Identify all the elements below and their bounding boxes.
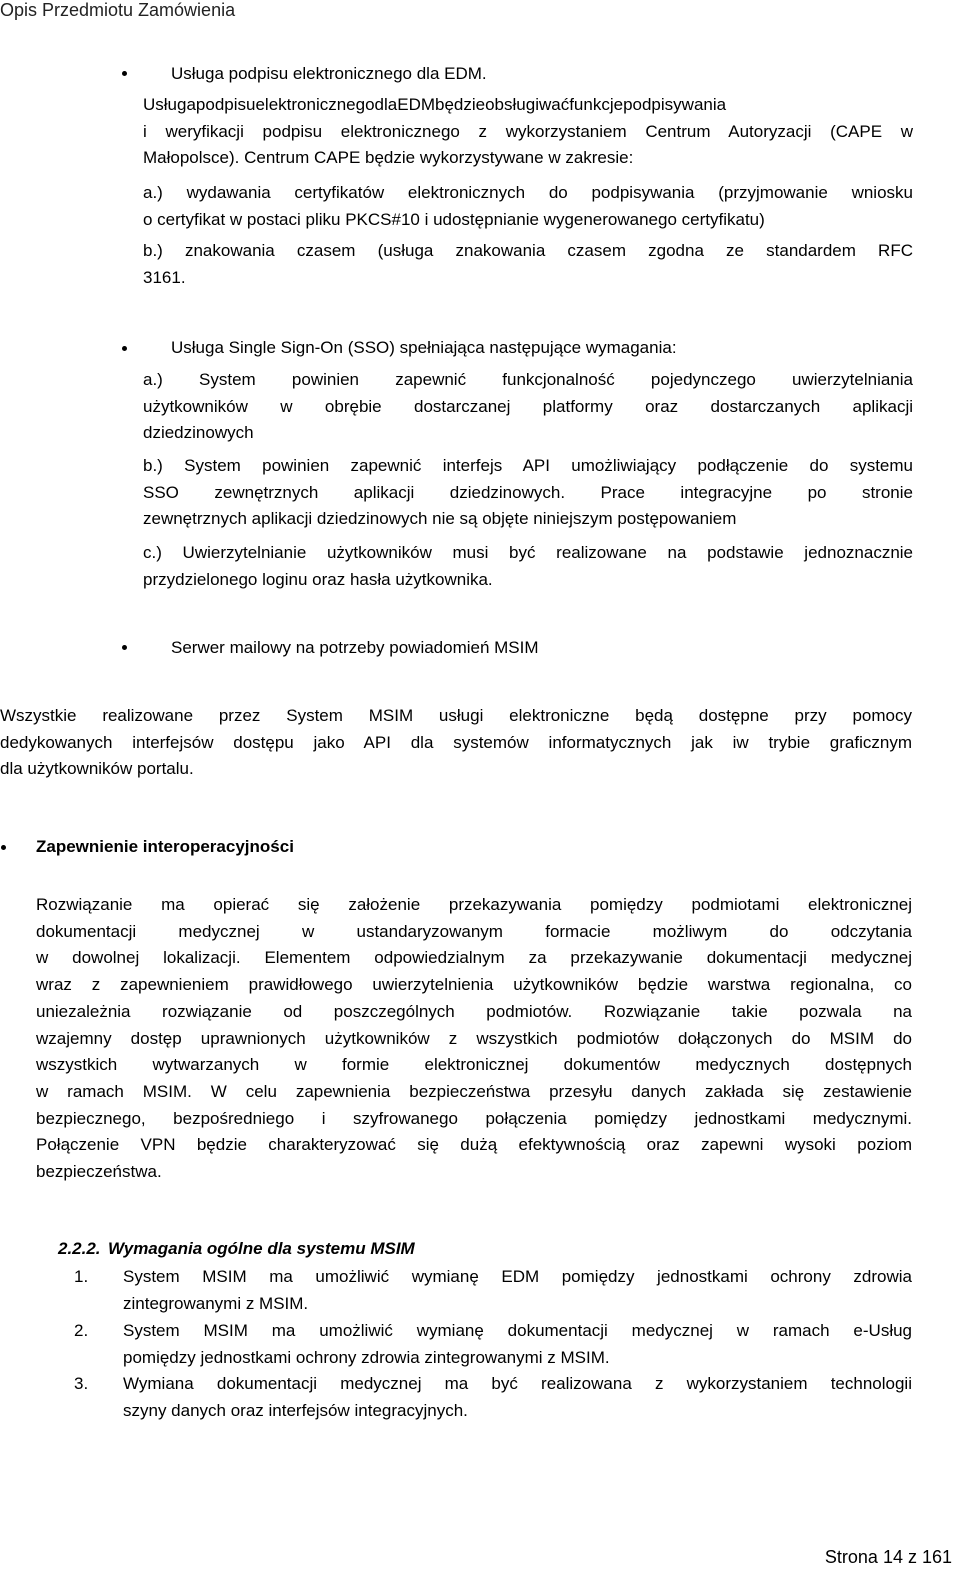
text-line: dokumentacji medycznej w ustandaryzowanym formacie możliwym do odczytania <box>36 921 912 941</box>
bullet-interop-label: Zapewnienie interoperacyjności <box>36 837 294 856</box>
text-line: dziedzinowych <box>143 423 254 443</box>
list-item <box>123 1318 912 1371</box>
text-line: dla użytkowników portalu. <box>0 759 194 779</box>
section-title: Wymagania ogólne dla systemu MSIM <box>108 1239 415 1258</box>
text-line: Wymiana dokumentacji medycznej ma być realizowana z wykorzystaniem technologii <box>123 1374 912 1393</box>
text-line: a.) wydawania certyfikatów elektronicznych do podpisywania (przyjmowanie wniosku <box>143 183 913 202</box>
cape-item-a <box>143 180 913 233</box>
text-line: Rozwiązanie ma opierać się założenie przekazywania pomiędzy podmiotami elektronicznej <box>36 895 912 914</box>
text-line: wzajemny dostęp uprawnionych użytkowników z wszystkich podmiotów dołączonych do MSIM do <box>36 1028 912 1048</box>
text-line: zewnętrznych aplikacji dziedzinowych nie są objęte niniejszym postępowaniem <box>143 509 737 529</box>
bullet-icon <box>122 71 127 76</box>
text-line: Wszystkie realizowane przez System MSIM usługi elektroniczne będą dostępne przy pomocy <box>0 706 912 725</box>
text-line: Małopolsce). Centrum CAPE będzie wykorzystywane w zakresie: <box>143 148 634 168</box>
text-line: SSO zewnętrznych aplikacji dziedzinowych. Prace integracyjne po stronie <box>143 482 913 502</box>
bullet-mail-label: Serwer mailowy na potrzeby powiadomień MSIM <box>171 638 539 657</box>
text-line: szyny danych oraz interfejsów integracyjnych. <box>123 1400 468 1420</box>
sso-item-a <box>143 367 913 447</box>
cape-item-b <box>143 238 913 291</box>
page-number: Strona 14 z 161 <box>824 1547 952 1567</box>
text-line: wraz z zapewnieniem prawidłowego uwierzytelnienia użytkowników będzie warstwa regionalna, co <box>36 975 912 995</box>
text-line: w dowolnej lokalizacji. Elementem odpowiedzialnym za przekazywanie dokumentacji medycznej <box>36 948 912 968</box>
text-line: i weryfikacji podpisu elektronicznego z wykorzystaniem Centrum Autoryzacji (CAPE w <box>143 121 913 141</box>
list-item <box>123 1371 912 1424</box>
cape-intro-paragraph <box>143 92 913 172</box>
text-line: dedykowanych interfejsów dostępu jako API dla systemów informatycznych jak iw trybie graficznym <box>0 732 912 752</box>
text-line: zintegrowanymi z MSIM. <box>123 1293 309 1313</box>
list-item-number: 3. <box>74 1374 89 1393</box>
bullet-sso-label: Usługa Single Sign-On (SSO) spełniająca następujące wymagania: <box>171 338 677 357</box>
bullet-icon <box>1 845 6 850</box>
text-line: 3161. <box>143 267 186 287</box>
interop-paragraph <box>36 892 912 1186</box>
list-item-number: 2. <box>74 1321 89 1340</box>
text-line: wszystkich wytwarzanych w formie elektronicznej dokumentów medycznych dostępnych <box>36 1055 912 1075</box>
text-line: użytkowników w obrębie dostarczanej platformy oraz dostarczanych aplikacji <box>143 396 913 416</box>
text-line: o certyfikat w postaci pliku PKCS#10 i udostępnianie wygenerowanego certyfikatu) <box>143 209 765 229</box>
text-line: System MSIM ma umożliwić wymianę dokumentacji medycznej w ramach e-Usług <box>123 1321 912 1340</box>
bullet-cape-label: Usługa podpisu elektronicznego dla EDM. <box>171 64 487 83</box>
text-line: bezpieczeństwa. <box>36 1162 162 1182</box>
section-number: 2.2.2. <box>58 1239 101 1258</box>
text-line: UsługapodpisuelektronicznegodlaEDMbędzieobsługiwaćfunkcjepodpisywania <box>143 95 727 114</box>
text-line: przydzielonego loginu oraz hasła użytkownika. <box>143 569 493 589</box>
bullet-icon <box>122 645 127 650</box>
text-line: c.) Uwierzytelnianie użytkowników musi być realizowane na podstawie jednoznacznie <box>143 543 913 562</box>
list-item-number: 1. <box>74 1267 89 1286</box>
list-item <box>123 1264 912 1317</box>
sso-item-c <box>143 540 913 593</box>
bullet-icon <box>122 346 127 351</box>
text-line: b.) System powinien zapewnić interfejs API umożliwiający podłączenie do systemu <box>143 456 913 475</box>
sso-item-b <box>143 453 913 533</box>
text-line: pomiędzy jednostkami ochrony zdrowia zintegrowanymi z MSIM. <box>123 1347 610 1367</box>
text-line: w ramach MSIM. W celu zapewnienia bezpieczeństwa przesyłu danych zakłada się zestawienie <box>36 1081 912 1101</box>
text-line: uniezależnia rozwiązanie od poszczególnych podmiotów. Rozwiązanie takie pozwala na <box>36 1001 912 1021</box>
text-line: a.) System powinien zapewnić funkcjonalność pojedynczego uwierzytelniania <box>143 370 913 389</box>
text-line: b.) znakowania czasem (usługa znakowania czasem zgodna ze standardem RFC <box>143 241 913 260</box>
text-line: bezpiecznego, bezpośredniego i szyfrowanego połączenia pomiędzy jednostkami medycznymi. <box>36 1108 912 1128</box>
mail-paragraph <box>0 703 912 783</box>
page-header-title: Opis Przedmiotu Zamówienia <box>0 0 236 20</box>
text-line: Połączenie VPN będzie charakteryzować się dużą efektywnością oraz zapewni wysoki poziom <box>36 1135 912 1155</box>
text-line: System MSIM ma umożliwić wymianę EDM pomiędzy jednostkami ochrony zdrowia <box>123 1267 912 1286</box>
